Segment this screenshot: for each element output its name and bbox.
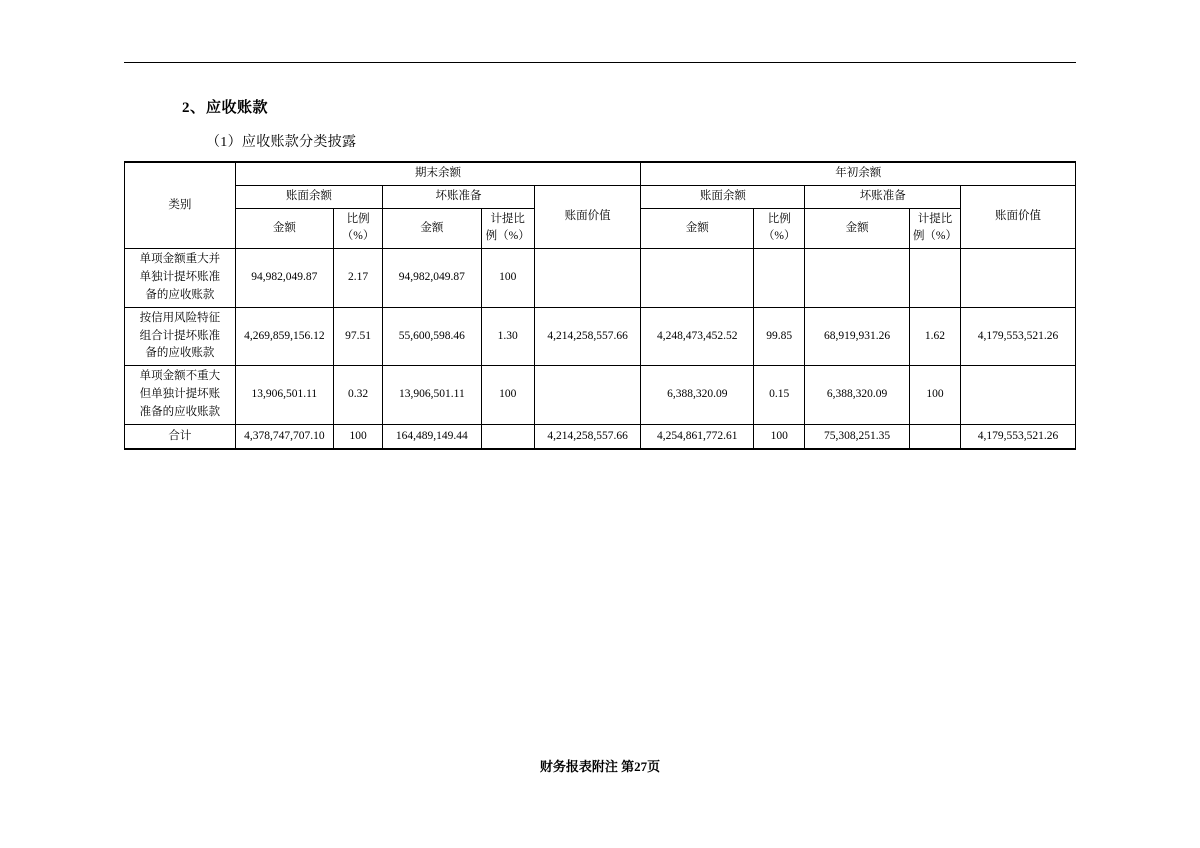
footer-label: 财务报表附注 <box>539 759 618 774</box>
table-row <box>125 366 1076 424</box>
header-end-accrual-line2: 例（%） <box>485 230 530 243</box>
total-begin-ratio: 100 <box>754 424 805 449</box>
header-begin-accrual-line1: 计提比 <box>917 212 953 225</box>
cell-begin-bad-amount: 6,388,320.09 <box>805 366 910 424</box>
row-label-line: 备的应收账款 <box>145 288 215 301</box>
table-row <box>125 249 1076 307</box>
table-header-row-groups <box>125 162 1076 185</box>
section-number: 2、 <box>182 100 206 116</box>
header-rule <box>124 62 1076 63</box>
total-begin-amount: 4,254,861,772.61 <box>641 424 754 449</box>
cell-begin-amount: 6,388,320.09 <box>641 366 754 424</box>
row-label-line: 备的应收账款 <box>145 347 215 360</box>
total-end-accrual <box>481 424 534 449</box>
header-end-ratio-line2: （%） <box>341 230 375 243</box>
table-total-row <box>125 424 1076 449</box>
header-begin-ratio-line2: （%） <box>762 230 796 243</box>
header-begin-bad-amount: 金额 <box>805 208 910 249</box>
header-end-bad-amount: 金额 <box>383 208 481 249</box>
section-heading <box>124 96 1076 117</box>
cell-end-bad-amount: 55,600,598.46 <box>383 307 481 365</box>
header-group-end: 期末余额 <box>235 162 641 185</box>
section-title: 应收账款 <box>206 100 269 116</box>
cell-end-bad-amount: 13,906,501.11 <box>383 366 481 424</box>
cell-end-amount: 13,906,501.11 <box>235 366 333 424</box>
cell-end-value <box>534 366 641 424</box>
total-end-ratio: 100 <box>334 424 383 449</box>
cell-begin-value <box>961 249 1076 307</box>
cell-end-value: 4,214,258,557.66 <box>534 307 641 365</box>
header-group-begin: 年初余额 <box>641 162 1076 185</box>
cell-end-ratio: 0.32 <box>334 366 383 424</box>
header-end-book-value: 账面价值 <box>534 185 641 248</box>
header-end-bad-debt: 坏账准备 <box>383 185 535 208</box>
cell-end-accrual: 100 <box>481 366 534 424</box>
cell-begin-accrual <box>909 249 960 307</box>
header-begin-accrual <box>909 208 960 249</box>
cell-begin-accrual: 1.62 <box>909 307 960 365</box>
cell-begin-amount: 4,248,473,452.52 <box>641 307 754 365</box>
header-end-amount: 金额 <box>235 208 333 249</box>
page-content <box>124 96 1076 450</box>
header-begin-book-balance: 账面余额 <box>641 185 805 208</box>
cell-end-bad-amount: 94,982,049.87 <box>383 249 481 307</box>
footer-page-number: 第27页 <box>621 759 661 774</box>
row-label-line: 按信用风险特征 <box>139 311 221 324</box>
cell-end-accrual: 100 <box>481 249 534 307</box>
header-begin-ratio-line1: 比例 <box>767 212 791 225</box>
total-end-value: 4,214,258,557.66 <box>534 424 641 449</box>
header-begin-book-value: 账面价值 <box>961 185 1076 248</box>
cell-end-accrual: 1.30 <box>481 307 534 365</box>
header-begin-amount: 金额 <box>641 208 754 249</box>
page-footer <box>0 756 1200 775</box>
cell-end-value <box>534 249 641 307</box>
row-label <box>125 366 236 424</box>
header-category: 类别 <box>125 162 236 249</box>
total-begin-value: 4,179,553,521.26 <box>961 424 1076 449</box>
header-begin-accrual-line2: 例（%） <box>912 230 958 243</box>
row-label <box>125 307 236 365</box>
cell-end-ratio: 2.17 <box>334 249 383 307</box>
table-row <box>125 307 1076 365</box>
row-label-line: 单独计提坏账准 <box>139 271 221 284</box>
row-label-line: 单项金额重大并 <box>139 253 221 266</box>
cell-begin-ratio <box>754 249 805 307</box>
header-end-ratio-line1: 比例 <box>346 212 370 225</box>
header-end-ratio <box>334 208 383 249</box>
total-begin-accrual <box>909 424 960 449</box>
table-header-row-sub <box>125 185 1076 208</box>
header-begin-bad-debt: 坏账准备 <box>805 185 961 208</box>
cell-end-amount: 4,269,859,156.12 <box>235 307 333 365</box>
row-label-line: 但单独计提坏账 <box>139 387 221 400</box>
total-end-bad-amount: 164,489,149.44 <box>383 424 481 449</box>
receivables-disclosure-table <box>124 161 1076 450</box>
cell-begin-value: 4,179,553,521.26 <box>961 307 1076 365</box>
cell-begin-ratio: 0.15 <box>754 366 805 424</box>
cell-begin-value <box>961 366 1076 424</box>
cell-begin-amount <box>641 249 754 307</box>
row-label-line: 准备的应收账款 <box>139 405 221 418</box>
cell-begin-bad-amount <box>805 249 910 307</box>
header-end-accrual-line1: 计提比 <box>490 212 525 225</box>
total-label: 合计 <box>125 424 236 449</box>
cell-begin-accrual: 100 <box>909 366 960 424</box>
total-end-amount: 4,378,747,707.10 <box>235 424 333 449</box>
cell-begin-ratio: 99.85 <box>754 307 805 365</box>
header-begin-ratio <box>754 208 805 249</box>
header-end-book-balance: 账面余额 <box>235 185 383 208</box>
row-label-line: 单项金额不重大 <box>139 370 221 383</box>
header-end-accrual <box>481 208 534 249</box>
total-begin-bad-amount: 75,308,251.35 <box>805 424 910 449</box>
cell-end-amount: 94,982,049.87 <box>235 249 333 307</box>
row-label-line: 组合计提坏账准 <box>139 329 221 342</box>
cell-end-ratio: 97.51 <box>334 307 383 365</box>
subsection-heading: （1）应收账款分类披露 <box>206 135 357 150</box>
cell-begin-bad-amount: 68,919,931.26 <box>805 307 910 365</box>
row-label <box>125 249 236 307</box>
